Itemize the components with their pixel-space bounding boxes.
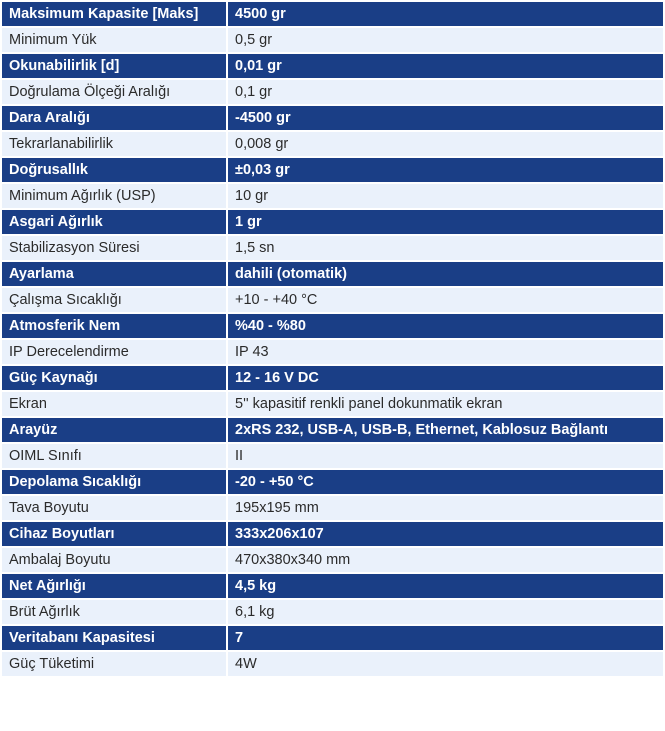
spec-value: 4,5 kg <box>228 574 663 598</box>
spec-value: 5'' kapasitif renkli panel dokunmatik ekran <box>228 392 663 416</box>
spec-value: 1,5 sn <box>228 236 663 260</box>
spec-row <box>2 392 663 416</box>
spec-row <box>2 54 663 78</box>
spec-value: IP 43 <box>228 340 663 364</box>
spec-label: IP Derecelendirme <box>2 340 226 364</box>
spec-row <box>2 574 663 598</box>
spec-label: Minimum Ağırlık (USP) <box>2 184 226 208</box>
spec-value: 1 gr <box>228 210 663 234</box>
spec-value: 6,1 kg <box>228 600 663 624</box>
spec-label: Dara Aralığı <box>2 106 226 130</box>
spec-value: -4500 gr <box>228 106 663 130</box>
spec-value: 4500 gr <box>228 2 663 26</box>
spec-value: 10 gr <box>228 184 663 208</box>
spec-row <box>2 210 663 234</box>
spec-value: 7 <box>228 626 663 650</box>
spec-row <box>2 184 663 208</box>
spec-label: Doğrulama Ölçeği Aralığı <box>2 80 226 104</box>
spec-row <box>2 28 663 52</box>
spec-label: Atmosferik Nem <box>2 314 226 338</box>
spec-label: Arayüz <box>2 418 226 442</box>
spec-label: Stabilizasyon Süresi <box>2 236 226 260</box>
spec-value: 0,01 gr <box>228 54 663 78</box>
spec-label: Cihaz Boyutları <box>2 522 226 546</box>
spec-value: 470x380x340 mm <box>228 548 663 572</box>
spec-value: 333x206x107 <box>228 522 663 546</box>
spec-row <box>2 444 663 468</box>
spec-label: Tava Boyutu <box>2 496 226 520</box>
spec-row <box>2 262 663 286</box>
spec-label: Asgari Ağırlık <box>2 210 226 234</box>
spec-value: 4W <box>228 652 663 676</box>
spec-row <box>2 236 663 260</box>
spec-row <box>2 2 663 26</box>
spec-row <box>2 548 663 572</box>
spec-row <box>2 106 663 130</box>
spec-label: Ayarlama <box>2 262 226 286</box>
spec-label: Çalışma Sıcaklığı <box>2 288 226 312</box>
spec-label: Tekrarlanabilirlik <box>2 132 226 156</box>
spec-value: dahili (otomatik) <box>228 262 663 286</box>
spec-label: Doğrusallık <box>2 158 226 182</box>
spec-row <box>2 314 663 338</box>
spec-row <box>2 80 663 104</box>
spec-value: 0,1 gr <box>228 80 663 104</box>
spec-value: II <box>228 444 663 468</box>
spec-label: Depolama Sıcaklığı <box>2 470 226 494</box>
spec-label: Güç Kaynağı <box>2 366 226 390</box>
spec-row <box>2 496 663 520</box>
spec-value: %40 - %80 <box>228 314 663 338</box>
spec-row <box>2 470 663 494</box>
spec-label: Ambalaj Boyutu <box>2 548 226 572</box>
spec-value: 12 - 16 V DC <box>228 366 663 390</box>
spec-label: Maksimum Kapasite [Maks] <box>2 2 226 26</box>
spec-row <box>2 600 663 624</box>
spec-label: Veritabanı Kapasitesi <box>2 626 226 650</box>
spec-label: Net Ağırlığı <box>2 574 226 598</box>
spec-value: 0,008 gr <box>228 132 663 156</box>
spec-row <box>2 418 663 442</box>
spec-label: Okunabilirlik [d] <box>2 54 226 78</box>
spec-row <box>2 652 663 676</box>
spec-label: Brüt Ağırlık <box>2 600 226 624</box>
spec-row <box>2 132 663 156</box>
spec-row <box>2 288 663 312</box>
spec-row <box>2 522 663 546</box>
spec-label: Güç Tüketimi <box>2 652 226 676</box>
spec-label: Minimum Yük <box>2 28 226 52</box>
spec-label: Ekran <box>2 392 226 416</box>
spec-row <box>2 340 663 364</box>
spec-value: 195x195 mm <box>228 496 663 520</box>
spec-value: 2xRS 232, USB-A, USB-B, Ethernet, Kablosuz Bağlantı <box>228 418 663 442</box>
spec-value: 0,5 gr <box>228 28 663 52</box>
spec-value: +10 - +40 °C <box>228 288 663 312</box>
spec-row <box>2 626 663 650</box>
spec-row <box>2 158 663 182</box>
spec-row <box>2 366 663 390</box>
spec-value: -20 - +50 °C <box>228 470 663 494</box>
spec-label: OIML Sınıfı <box>2 444 226 468</box>
spec-value: ±0,03 gr <box>228 158 663 182</box>
